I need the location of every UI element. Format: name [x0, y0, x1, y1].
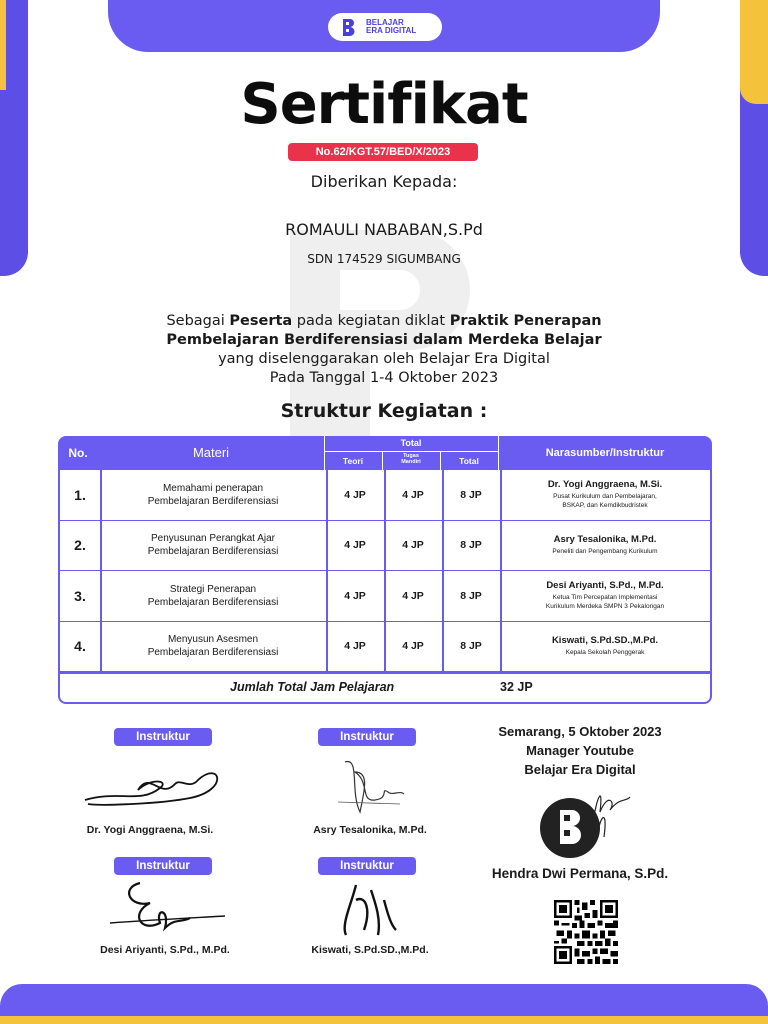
- header-divider: [324, 436, 325, 470]
- instructor-name-2: Asry Tesalonika, M.Pd.: [313, 824, 427, 836]
- materi-line: Menyusun Asesmen: [167, 634, 259, 646]
- instructor-name-1: Dr. Yogi Anggraena, M.Si.: [86, 824, 214, 836]
- brand-b-icon: [340, 18, 358, 36]
- cell-speaker: [500, 470, 710, 520]
- cell-total: 8 JP: [460, 640, 482, 653]
- cell-materi: [100, 622, 326, 672]
- instructor-name-4: Kiswati, S.Pd.SD.,M.Pd.: [311, 944, 429, 956]
- total-label: Jumlah Total Jam Pelajaran: [230, 680, 395, 694]
- table-header: [58, 436, 712, 470]
- certificate-number: No.62/KGT.57/BED/X/2023: [288, 143, 478, 161]
- desc-text: pada kegiatan diklat: [292, 313, 450, 329]
- materi-line: Pembelajaran Berdiferensiasi: [147, 546, 279, 558]
- header-materi: Materi: [192, 445, 230, 460]
- cell-speaker: [500, 622, 710, 672]
- description-line3: yang diselenggarakan oleh Belajar Era Digital: [218, 351, 550, 367]
- desc-text: Sebagai: [166, 313, 230, 329]
- signature-desi-icon: [100, 878, 230, 940]
- cell-no: 4.: [74, 638, 86, 655]
- header-divider: [324, 451, 498, 452]
- total-value: 32 JP: [500, 680, 533, 694]
- desc-role: Peserta: [229, 313, 293, 329]
- instructor-name-3: Desi Ariyanti, S.Pd., M.Pd.: [100, 944, 230, 956]
- cell-teori: 4 JP: [344, 539, 366, 552]
- recipient-school: SDN 174529 SIGUMBANG: [307, 252, 461, 266]
- speaker-role: Peneliti dan Pengembang Kurikulum: [552, 548, 658, 556]
- header-total-group: Total: [400, 438, 422, 448]
- speaker-role: BSKAP, dan Kemdikbudristek: [562, 502, 648, 510]
- speaker-role: Pusat Kurikulum dan Pembelajaran,: [553, 493, 657, 501]
- manager-role: Manager Youtube: [526, 743, 634, 758]
- desc-course: Praktik Penerapan: [449, 313, 602, 329]
- cell-teori: 4 JP: [344, 488, 366, 501]
- description-line4: Pada Tanggal 1-4 Oktober 2023: [269, 370, 499, 386]
- table-row: [60, 571, 710, 622]
- cell-tugas: 4 JP: [402, 488, 424, 501]
- cell-materi: [100, 521, 326, 571]
- table-row: [60, 521, 710, 572]
- speaker-name: Dr. Yogi Anggraena, M.Si.: [547, 479, 663, 491]
- instructor-badge: Instruktur: [318, 728, 416, 746]
- cell-no: 3.: [74, 587, 86, 604]
- materi-line: Penyusunan Perangkat Ajar: [151, 533, 275, 545]
- cell-total: 8 JP: [460, 488, 482, 501]
- speaker-role: Kepala Sekolah Penggerak: [565, 649, 645, 657]
- header-tugas-mandiri: [382, 453, 440, 465]
- manager-org: Belajar Era Digital: [524, 762, 636, 777]
- header-teori: Teori: [342, 456, 364, 466]
- cell-teori: 4 JP: [344, 589, 366, 602]
- description-line2: [80, 331, 688, 350]
- header-total: Total: [459, 456, 479, 466]
- materi-line: Pembelajaran Berdiferensiasi: [147, 596, 279, 608]
- speaker-role: Kurikulum Merdeka SMPN 3 Pekalongan: [545, 603, 665, 611]
- speaker-name: Kiswati, S.Pd.SD.,M.Pd.: [551, 635, 659, 647]
- instructor-badge: Instruktur: [318, 857, 416, 875]
- cell-total: 8 JP: [460, 539, 482, 552]
- cell-teori: 4 JP: [344, 640, 366, 653]
- cell-materi: [100, 470, 326, 520]
- table-body: [58, 470, 712, 674]
- materi-line: Memahami penerapan: [162, 482, 264, 494]
- header-no: No.: [68, 446, 88, 460]
- header-narasumber: Narasumber/Instruktur: [545, 447, 665, 459]
- bottom-yellow-accent: [0, 1016, 768, 1024]
- table-total-row: [58, 674, 712, 704]
- table-row: [60, 470, 710, 521]
- speaker-role: Ketua Tim Percepatan Implementasi: [552, 594, 658, 602]
- table-row: [60, 622, 710, 673]
- brand-name: [366, 19, 436, 35]
- materi-line: Pembelajaran Berdiferensiasi: [147, 495, 279, 507]
- brand-name-line2: ERA DIGITAL: [366, 26, 417, 35]
- brand-name-line1: BELAJAR: [366, 18, 404, 27]
- header-mandiri: Mandiri: [401, 459, 421, 465]
- description: [80, 312, 688, 388]
- manager-name: Hendra Dwi Permana, S.Pd.: [491, 866, 669, 881]
- cell-no: 1.: [74, 486, 86, 503]
- signature-yogi-icon: [80, 760, 230, 812]
- cell-tugas: 4 JP: [402, 640, 424, 653]
- instructor-badge: Instruktur: [114, 728, 212, 746]
- desc-course: Pembelajaran Berdiferensiasi dalam Merdeka Belajar: [166, 332, 602, 348]
- company-stamp-icon: [538, 782, 638, 862]
- cell-speaker: [500, 521, 710, 571]
- header-divider: [382, 452, 383, 470]
- cell-total: 8 JP: [460, 589, 482, 602]
- signature-kiswati-icon: [336, 880, 406, 942]
- qr-code-icon: [554, 900, 618, 964]
- description-line1: [80, 312, 688, 331]
- cell-materi: [100, 571, 326, 621]
- recipient-name: ROMAULI NABABAN,S.Pd: [285, 220, 483, 239]
- speaker-name: Desi Ariyanti, S.Pd., M.Pd.: [546, 580, 664, 592]
- materi-line: Strategi Penerapan: [169, 583, 257, 595]
- cell-tugas: 4 JP: [402, 589, 424, 602]
- cell-speaker: [500, 571, 710, 621]
- given-to-label: Diberikan Kepada:: [310, 172, 458, 191]
- header-divider: [440, 452, 441, 470]
- speaker-name: Asry Tesalonika, M.Pd.: [553, 534, 657, 546]
- activity-table: [58, 436, 712, 704]
- certificate-title: Sertifikat: [240, 72, 528, 137]
- manager-place-date: Semarang, 5 Oktober 2023: [498, 724, 662, 739]
- cell-no: 2.: [74, 537, 86, 554]
- cell-tugas: 4 JP: [402, 539, 424, 552]
- brand-logo: [328, 13, 442, 41]
- materi-line: Pembelajaran Berdiferensiasi: [147, 647, 279, 659]
- header-tugas: Tugas: [403, 453, 419, 459]
- signature-asry-icon: [330, 752, 410, 822]
- structure-title: Struktur Kegiatan :: [280, 400, 488, 422]
- instructor-badge: Instruktur: [114, 857, 212, 875]
